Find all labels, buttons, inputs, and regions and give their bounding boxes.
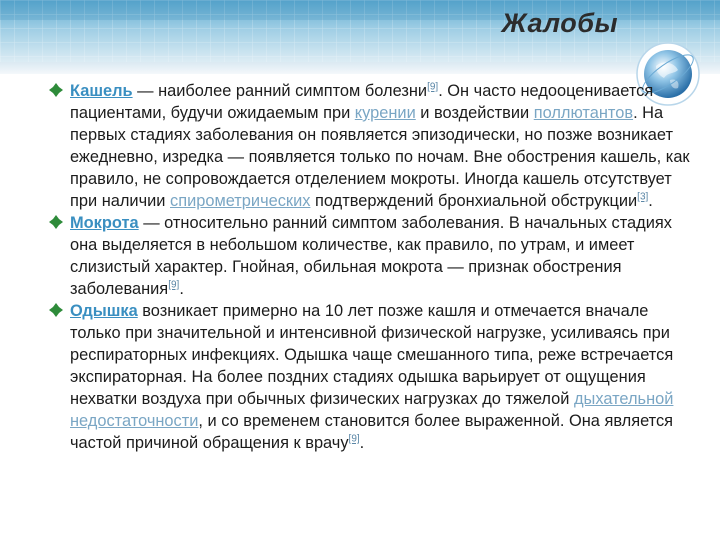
- link-spirometric[interactable]: спирометрических: [170, 192, 311, 210]
- header-bar: [0, 0, 720, 62]
- link-pollutants[interactable]: поллютантов: [533, 104, 634, 122]
- link-smoking[interactable]: курении: [354, 104, 416, 122]
- text: — относительно ранний симптом заболевания. В начальных стадиях она выделяется в небольшом количестве, как правило, по утрам, и имеет слизистый характер. Гнойная, обильная мокрота — признак обострения заболевания: [70, 214, 672, 298]
- complaints-list: [48, 80, 698, 454]
- diamond-bullet-icon: [48, 82, 64, 98]
- reference-link[interactable]: [9]: [427, 81, 439, 93]
- slide-title: Жалобы: [501, 8, 618, 38]
- header-band: [0, 62, 720, 74]
- text: .: [648, 192, 653, 210]
- text: .: [179, 280, 184, 298]
- reference-link[interactable]: [9]: [348, 433, 360, 445]
- text: . На первых стадиях заболевания он появляется эпизодически, но позже возникает ежедневно, изредка — появляется только по ночам. Вне обострения кашель, как правило, не сопровождается отделением мокроты. Иногда кашель отсутствует при наличии: [70, 104, 690, 210]
- text: подтверждений бронхиальной обструкции: [310, 192, 638, 210]
- term-dyspnea[interactable]: Одышка: [70, 302, 138, 320]
- text: — наиболее ранний симптом болезни: [132, 82, 428, 100]
- list-item-sputum: [48, 212, 698, 300]
- term-cough[interactable]: Кашель: [70, 82, 133, 100]
- diamond-bullet-icon: [48, 302, 64, 318]
- text: и воздействии: [415, 104, 534, 122]
- term-sputum[interactable]: Мокрота: [70, 214, 139, 232]
- list-item-dyspnea: [48, 300, 698, 454]
- text: . Он часто недооценивается пациентами, будучи ожидаемым при: [70, 82, 654, 122]
- link-respiratory-failure[interactable]: дыхательной недостаточности: [70, 390, 674, 430]
- list-item-cough: [48, 80, 698, 212]
- text: возникает примерно на 10 лет позже кашля и отмечается вначале только при значительной и интенсивной физической нагрузке, усиливаясь при респираторных инфекциях. Одышка чаще смешанного типа, реже встречается экспираторная. На более поздних стадиях одышка варьирует от ощущения нехватки воздуха при обычных физических нагрузках до тяжелой: [70, 302, 674, 408]
- reference-link[interactable]: [9]: [168, 279, 180, 291]
- reference-link[interactable]: [3]: [637, 191, 649, 203]
- text: , и со временем становится более выраженной. Она является частой причиной обращения к врачу: [70, 412, 674, 452]
- text: .: [359, 434, 365, 452]
- diamond-bullet-icon: [48, 214, 64, 230]
